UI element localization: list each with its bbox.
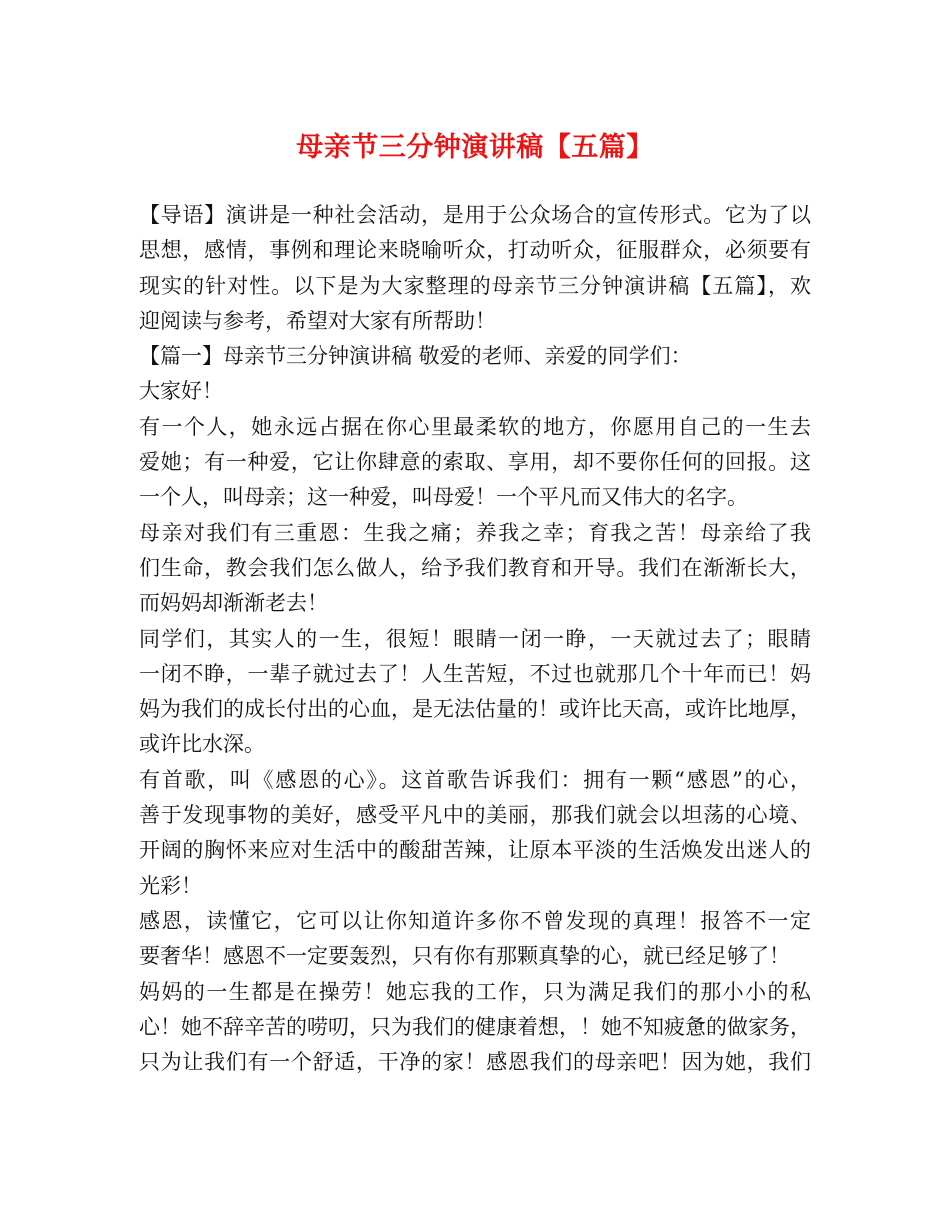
text-line: 【导语】演讲是一种社会活动，是用于公众场合的宣传形式。它为了以 <box>139 203 811 227</box>
text-line: 善于发现事物的美好，感受平凡中的美丽，那我们就会以坦荡的心境、 <box>139 803 811 828</box>
text-line: 有首歌，叫《感恩的心》。这首歌告诉我们：拥有一颗“感恩”的心， <box>139 767 811 792</box>
text-line: 感恩，读懂它，它可以让你知道许多你不曾发现的真理！报答不一定 <box>139 908 811 933</box>
text-line: 迎阅读与参考，希望对大家有所帮助！ <box>139 308 496 333</box>
text-line: 只为让我们有一个舒适，干净的家！感恩我们的母亲吧！因为她，我们 <box>139 1050 811 1075</box>
text-line: 一个人，叫母亲；这一种爱，叫母爱！一个平凡而又伟大的名字。 <box>139 485 748 510</box>
text-line: 同学们，其实人的一生，很短！眼睛一闭一睁，一天就过去了；眼睛 <box>139 626 811 651</box>
text-line: 思想，感情，事例和理论来晓喻听众，打动听众，征服群众，必须要有 <box>139 238 811 263</box>
text-line: 或许比水深。 <box>139 732 265 757</box>
text-line: 【篇一】母亲节三分钟演讲稿 敬爱的老师、亲爱的同学们： <box>139 344 692 369</box>
document-body <box>139 198 811 1080</box>
text-line: 开阔的胸怀来应对生活中的酸甜苦辣，让原本平淡的生活焕发出迷人的 <box>139 838 811 863</box>
text-line: 爱她；有一种爱，它让你肆意的索取、享用，却不要你任何的回报。这 <box>139 450 811 475</box>
document-title: 母亲节三分钟演讲稿【五篇】 <box>296 132 654 163</box>
text-line: 母亲对我们有三重恩：生我之痛；养我之幸；育我之苦！母亲给了我 <box>139 520 811 545</box>
text-line: 要奢华！感恩不一定要轰烈，只有你有那颗真挚的心，就已经足够了！ <box>139 944 790 969</box>
text-line: 一闭不睁，一辈子就过去了！人生苦短，不过也就那几个十年而已！妈 <box>139 661 811 686</box>
text-line: 大家好！ <box>139 379 223 404</box>
text-line: 有一个人，她永远占据在你心里最柔软的地方，你愿用自己的一生去 <box>139 414 811 439</box>
text-line: 妈为我们的成长付出的心血，是无法估量的！或许比天高，或许比地厚， <box>139 697 811 722</box>
text-line: 现实的针对性。以下是为大家整理的母亲节三分钟演讲稿【五篇】，欢 <box>139 273 811 298</box>
text-line: 心！她不辞辛苦的唠叨，只为我们的健康着想，！她不知疲惫的做家务， <box>139 1014 811 1039</box>
text-line: 而妈妈却渐渐老去！ <box>139 591 328 616</box>
text-line: 妈妈的一生都是在操劳！她忘我的工作，只为满足我们的那小小的私 <box>139 979 811 1004</box>
text-line: 们生命，教会我们怎么做人，给予我们教育和开导。我们在渐渐长大， <box>139 555 811 580</box>
text-line: 光彩！ <box>139 873 202 898</box>
